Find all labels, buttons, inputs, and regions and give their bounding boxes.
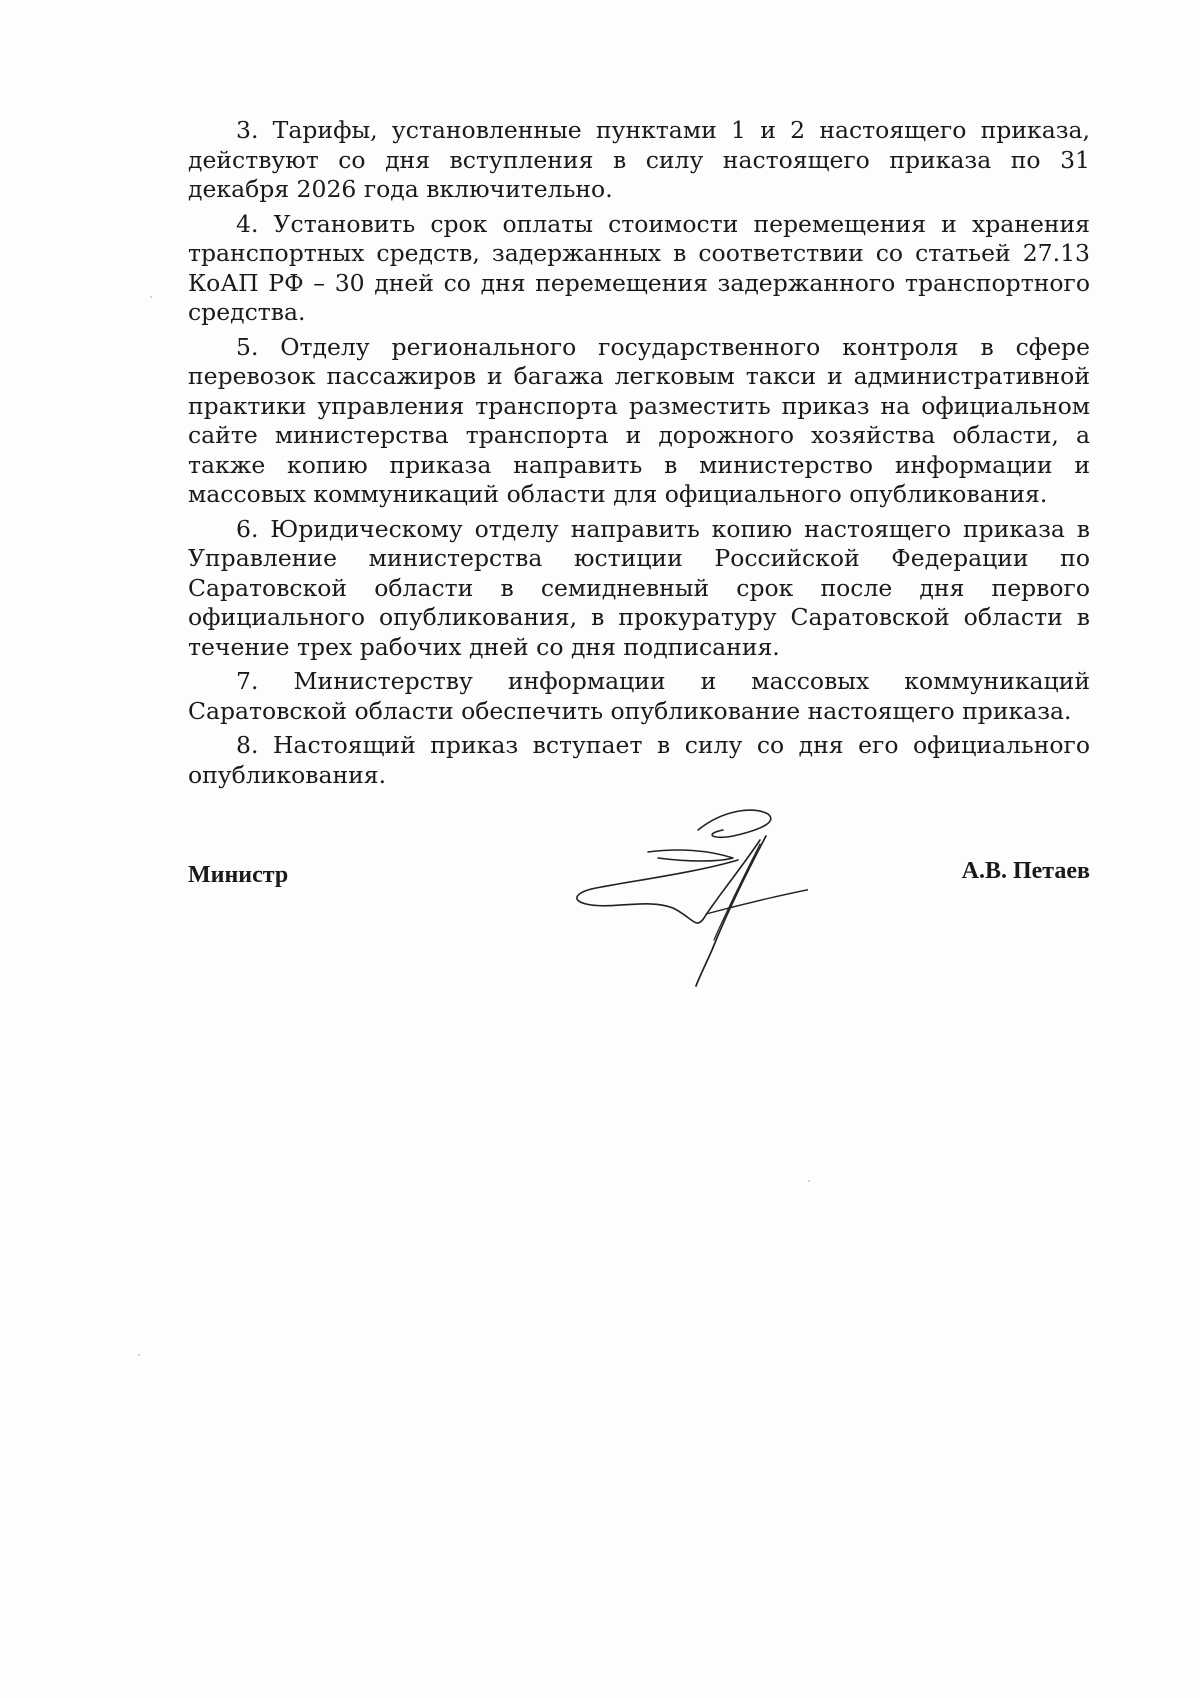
scan-speck bbox=[808, 1180, 810, 1182]
paragraph-7: 7. Министерству информации и массовых коммуникаций Саратовской области обеспечить опубликование настоящего приказа. bbox=[188, 667, 1090, 725]
signature-block bbox=[188, 800, 1090, 990]
paragraph-4: 4. Установить срок оплаты стоимости перемещения и хранения транспортных средств, задержанных в соответствии со статьей 27.13 КоАП РФ – 30 дней со дня перемещения задержанного транспортного средства. bbox=[188, 209, 1090, 326]
scan-speck bbox=[138, 1354, 140, 1356]
signatory-name: А.В. Петаев bbox=[961, 858, 1090, 884]
scan-speck bbox=[150, 296, 152, 298]
handwritten-signature bbox=[528, 800, 808, 990]
document-body bbox=[188, 116, 1090, 795]
paragraph-6: 6. Юридическому отделу направить копию настоящего приказа в Управление министерства юстиции Российской Федерации по Саратовской области в семидневный срок после дня первого официального опубликования, в прокуратуру Саратовской области в течение трех рабочих дней со дня подписания. bbox=[188, 514, 1090, 661]
signatory-role: Министр bbox=[188, 862, 289, 888]
paragraph-5: 5. Отделу регионального государственного контроля в сфере перевозок пассажиров и багажа легковым такси и административной практики управления транспорта разместить приказ на официальном сайте министерства транспорта и дорожного хозяйства области, а также копию приказа направить в министерство информации и массовых коммуникаций области для официального опубликования. bbox=[188, 332, 1090, 508]
paragraph-8: 8. Настоящий приказ вступает в силу со дня его официального опубликования. bbox=[188, 731, 1090, 789]
paragraph-3: 3. Тарифы, установленные пунктами 1 и 2 настоящего приказа, действуют со дня вступления в силу настоящего приказа по 31 декабря 2026 года включительно. bbox=[188, 116, 1090, 203]
